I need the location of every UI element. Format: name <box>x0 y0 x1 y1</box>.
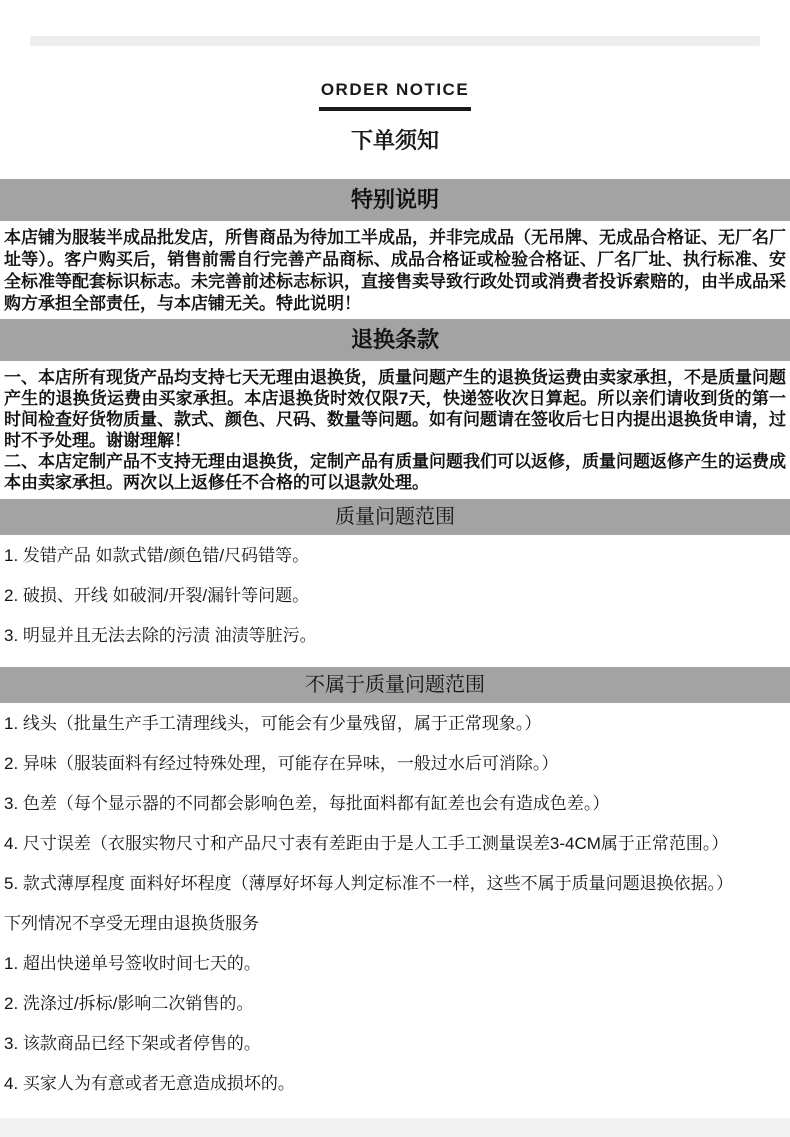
order-notice-page <box>0 36 790 1137</box>
page-title-zh: 下单须知 <box>350 128 439 153</box>
not-quality-issue-list <box>0 715 790 893</box>
title-underline <box>319 107 471 111</box>
page-title-en: ORDER NOTICE <box>320 80 470 99</box>
list-item: 1. 超出快递单号签收时间七天的。 <box>4 954 261 973</box>
section-heading-not-quality-issue-scope: 不属于质量问题范围 <box>0 667 790 703</box>
list-item: 2. 破损、开线 如破洞/开裂/漏针等问题。 <box>4 586 310 605</box>
return-policy-clause-2: 二、本店定制产品不支持无理由退换货，定制产品有质量问题我们可以返修，质量问题返修产生的运费成本由卖家承担。两次以上返修任不合格的可以退款处理。 <box>4 452 786 492</box>
list-item: 2. 洗涤过/拆标/影响二次销售的。 <box>4 994 254 1013</box>
section-heading-special-notes: 特别说明 <box>0 179 790 221</box>
list-item: 4. 买家人为有意或者无意造成损坏的。 <box>4 1074 295 1093</box>
page-header <box>0 80 790 155</box>
list-item: 3. 该款商品已经下架或者停售的。 <box>4 1034 261 1053</box>
section-special-notes <box>0 179 790 315</box>
section-heading-quality-issue-scope: 质量问题范围 <box>0 499 790 535</box>
no-service-heading: 下列情况不享受无理由退换货服务 <box>4 914 259 933</box>
top-divider-bar <box>30 36 760 46</box>
return-policy-clause-1: 一、本店所有现货产品均支持七天无理由退换货，质量问题产生的退换货运费由卖家承担，不是质量问题产生的退换货运费由买家承担。本店退换货时效仅限7天，快递签收次日算起。所以亲们请收到货的第一时间检查好货物质量、款式、颜色、尺码、数量等问题。如有问题请在签收后七日内提出退换货申请，过时不予处理。谢谢理解！ <box>4 368 786 450</box>
section-not-quality-issue-scope <box>0 667 790 1093</box>
section-quality-issue-scope <box>0 499 790 645</box>
list-item: 2. 异味（服装面料有经过特殊处理，可能存在异味，一般过水后可消除。） <box>4 754 559 773</box>
list-item: 3. 色差（每个显示器的不同都会影响色差，每批面料都有缸差也会有造成色差。） <box>4 794 610 813</box>
no-service-list <box>0 955 790 1093</box>
list-item: 5. 款式薄厚程度 面料好坏程度（薄厚好坏每人判定标准不一样，这些不属于质量问题退换依据。） <box>4 874 734 893</box>
special-notes-body: 本店铺为服装半成品批发店，所售商品为待加工半成品，并非完成品（无吊牌、无成品合格证、无厂名厂址等）。客户购买后，销售前需自行完善产品商标、成品合格证或检验合格证、厂名厂址、执行标准、安全标准等配套标识标志。未完善前述标志标识，直接售卖导致行政处罚或消费者投诉索赔的，由半成品采购方承担全部责任，与本店铺无关。特此说明！ <box>4 228 786 313</box>
section-return-policy <box>0 319 790 493</box>
list-item: 3. 明显并且无法去除的污渍 油渍等脏污。 <box>4 626 317 645</box>
list-item: 1. 发错产品 如款式错/颜色错/尺码错等。 <box>4 546 310 565</box>
quality-issue-list <box>0 547 790 645</box>
list-item: 4. 尺寸误差（衣服实物尺寸和产品尺寸表有差距由于是人工手工测量误差3-4CM属于正常范围。） <box>4 834 729 853</box>
section-heading-return-policy: 退换条款 <box>0 319 790 361</box>
bottom-divider-bar <box>0 1118 790 1137</box>
list-item: 1. 线头（批量生产手工清理线头，可能会有少量残留，属于正常现象。） <box>4 714 542 733</box>
